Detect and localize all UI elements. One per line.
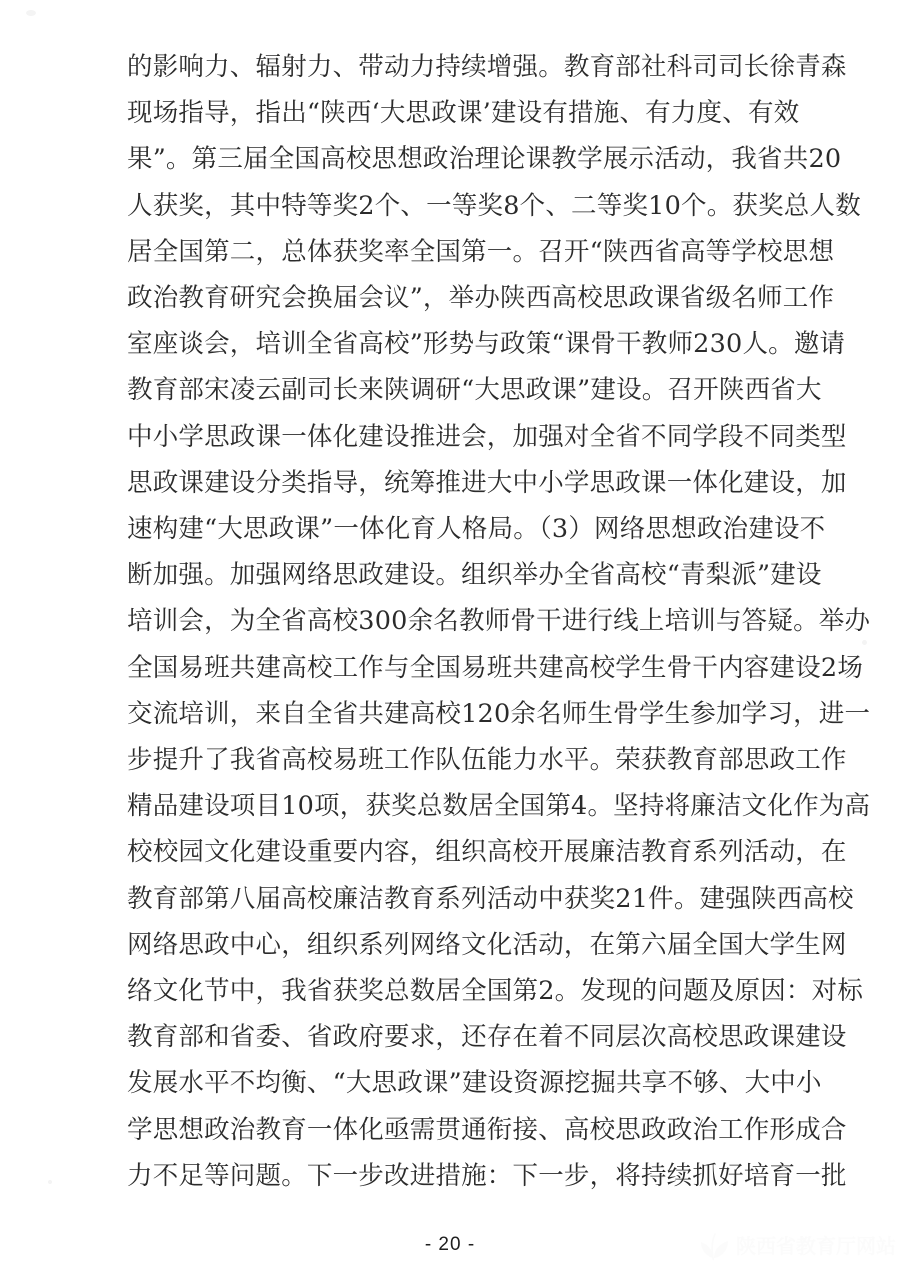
document-line: 速构建“大思政课”一体化育人格局。（3）网络思想政治建设不 — [127, 514, 826, 545]
document-line: 人获奖，其中特等奖2个、一等奖8个、二等奖10个。获奖总人数 — [127, 190, 861, 221]
document-line: 果”。第三届全国高校思想政治理论课教学展示活动，我省共20 — [127, 144, 842, 175]
page-number: - 20 - — [424, 1234, 476, 1255]
document-body-text — [127, 44, 871, 1199]
watermark-label: 陕西省教育厅网站 — [736, 1234, 896, 1258]
document-line: 思政课建设分类指导，统筹推进大中小学思政课一体化建设，加 — [127, 467, 847, 498]
document-line: 的影响力、辐射力、带动力持续增强。教育部社科司司长徐青森 — [127, 52, 847, 82]
document-line: 精品建设项目10项，获奖总数居全国第4。坚持将廉洁文化作为高 — [127, 791, 871, 822]
document-line: 培训会，为全省高校300余名教师骨干进行线上培训与答疑。举办 — [127, 606, 871, 637]
document-line: 现场指导，指出“陕西‘大思政课’建设有措施、有力度、有效 — [127, 98, 800, 129]
document-line: 教育部和省委、省政府要求，还存在着不同层次高校思政课建设 — [127, 1022, 847, 1053]
scan-artifact — [48, 1180, 52, 1184]
document-line: 室座谈会，培训全省高校”形势与政策“课骨干教师230人。邀请 — [127, 329, 846, 360]
scan-artifact — [862, 640, 867, 645]
document-line: 网络思政中心，组织系列网络文化活动，在第六届全国大学生网 — [127, 929, 847, 960]
document-line: 交流培训，来自全省共建高校120余名师生骨学生参加学习，进一 — [127, 698, 871, 729]
document-line: 教育部宋凌云副司长来陕调研“大思政课”建设。召开陕西省大 — [127, 375, 822, 406]
document-line: 居全国第二，总体获奖率全国第一。召开“陕西省高等学校思想 — [127, 236, 835, 267]
document-line: 教育部第八届高校廉洁教育系列活动中获奖21件。建强陕西高校 — [127, 883, 854, 914]
document-line: 断加强。加强网络思政建设。组织举办全省高校“青梨派”建设 — [127, 560, 822, 591]
document-line: 校校园文化建设重要内容，组织高校开展廉洁教育系列活动，在 — [127, 837, 847, 868]
document-line: 步提升了我省高校易班工作队伍能力水平。荣获教育部思政工作 — [127, 745, 847, 776]
document-line: 络文化节中，我省获奖总数居全国第2。发现的问题及原因：对标 — [127, 976, 864, 1007]
page-footer — [0, 1234, 900, 1256]
document-line: 政治教育研究会换届会议”，举办陕西高校思政课省级名师工作 — [127, 283, 835, 314]
document-line: 学思想政治教育一体化亟需贯通衔接、高校思政政治工作形成合 — [127, 1114, 847, 1145]
document-line: 力不足等问题。下一步改进措施：下一步，将持续抓好培育一批 — [127, 1160, 847, 1191]
scan-artifact — [26, 10, 36, 16]
document-line: 中小学思政课一体化建设推进会，加强对全省不同学段不同类型 — [127, 421, 847, 452]
document-line: 发展水平不均衡、“大思政课”建设资源挖掘共享不够、大中小 — [127, 1068, 822, 1099]
document-line: 全国易班共建高校工作与全国易班共建高校学生骨干内容建设2场 — [127, 652, 864, 683]
